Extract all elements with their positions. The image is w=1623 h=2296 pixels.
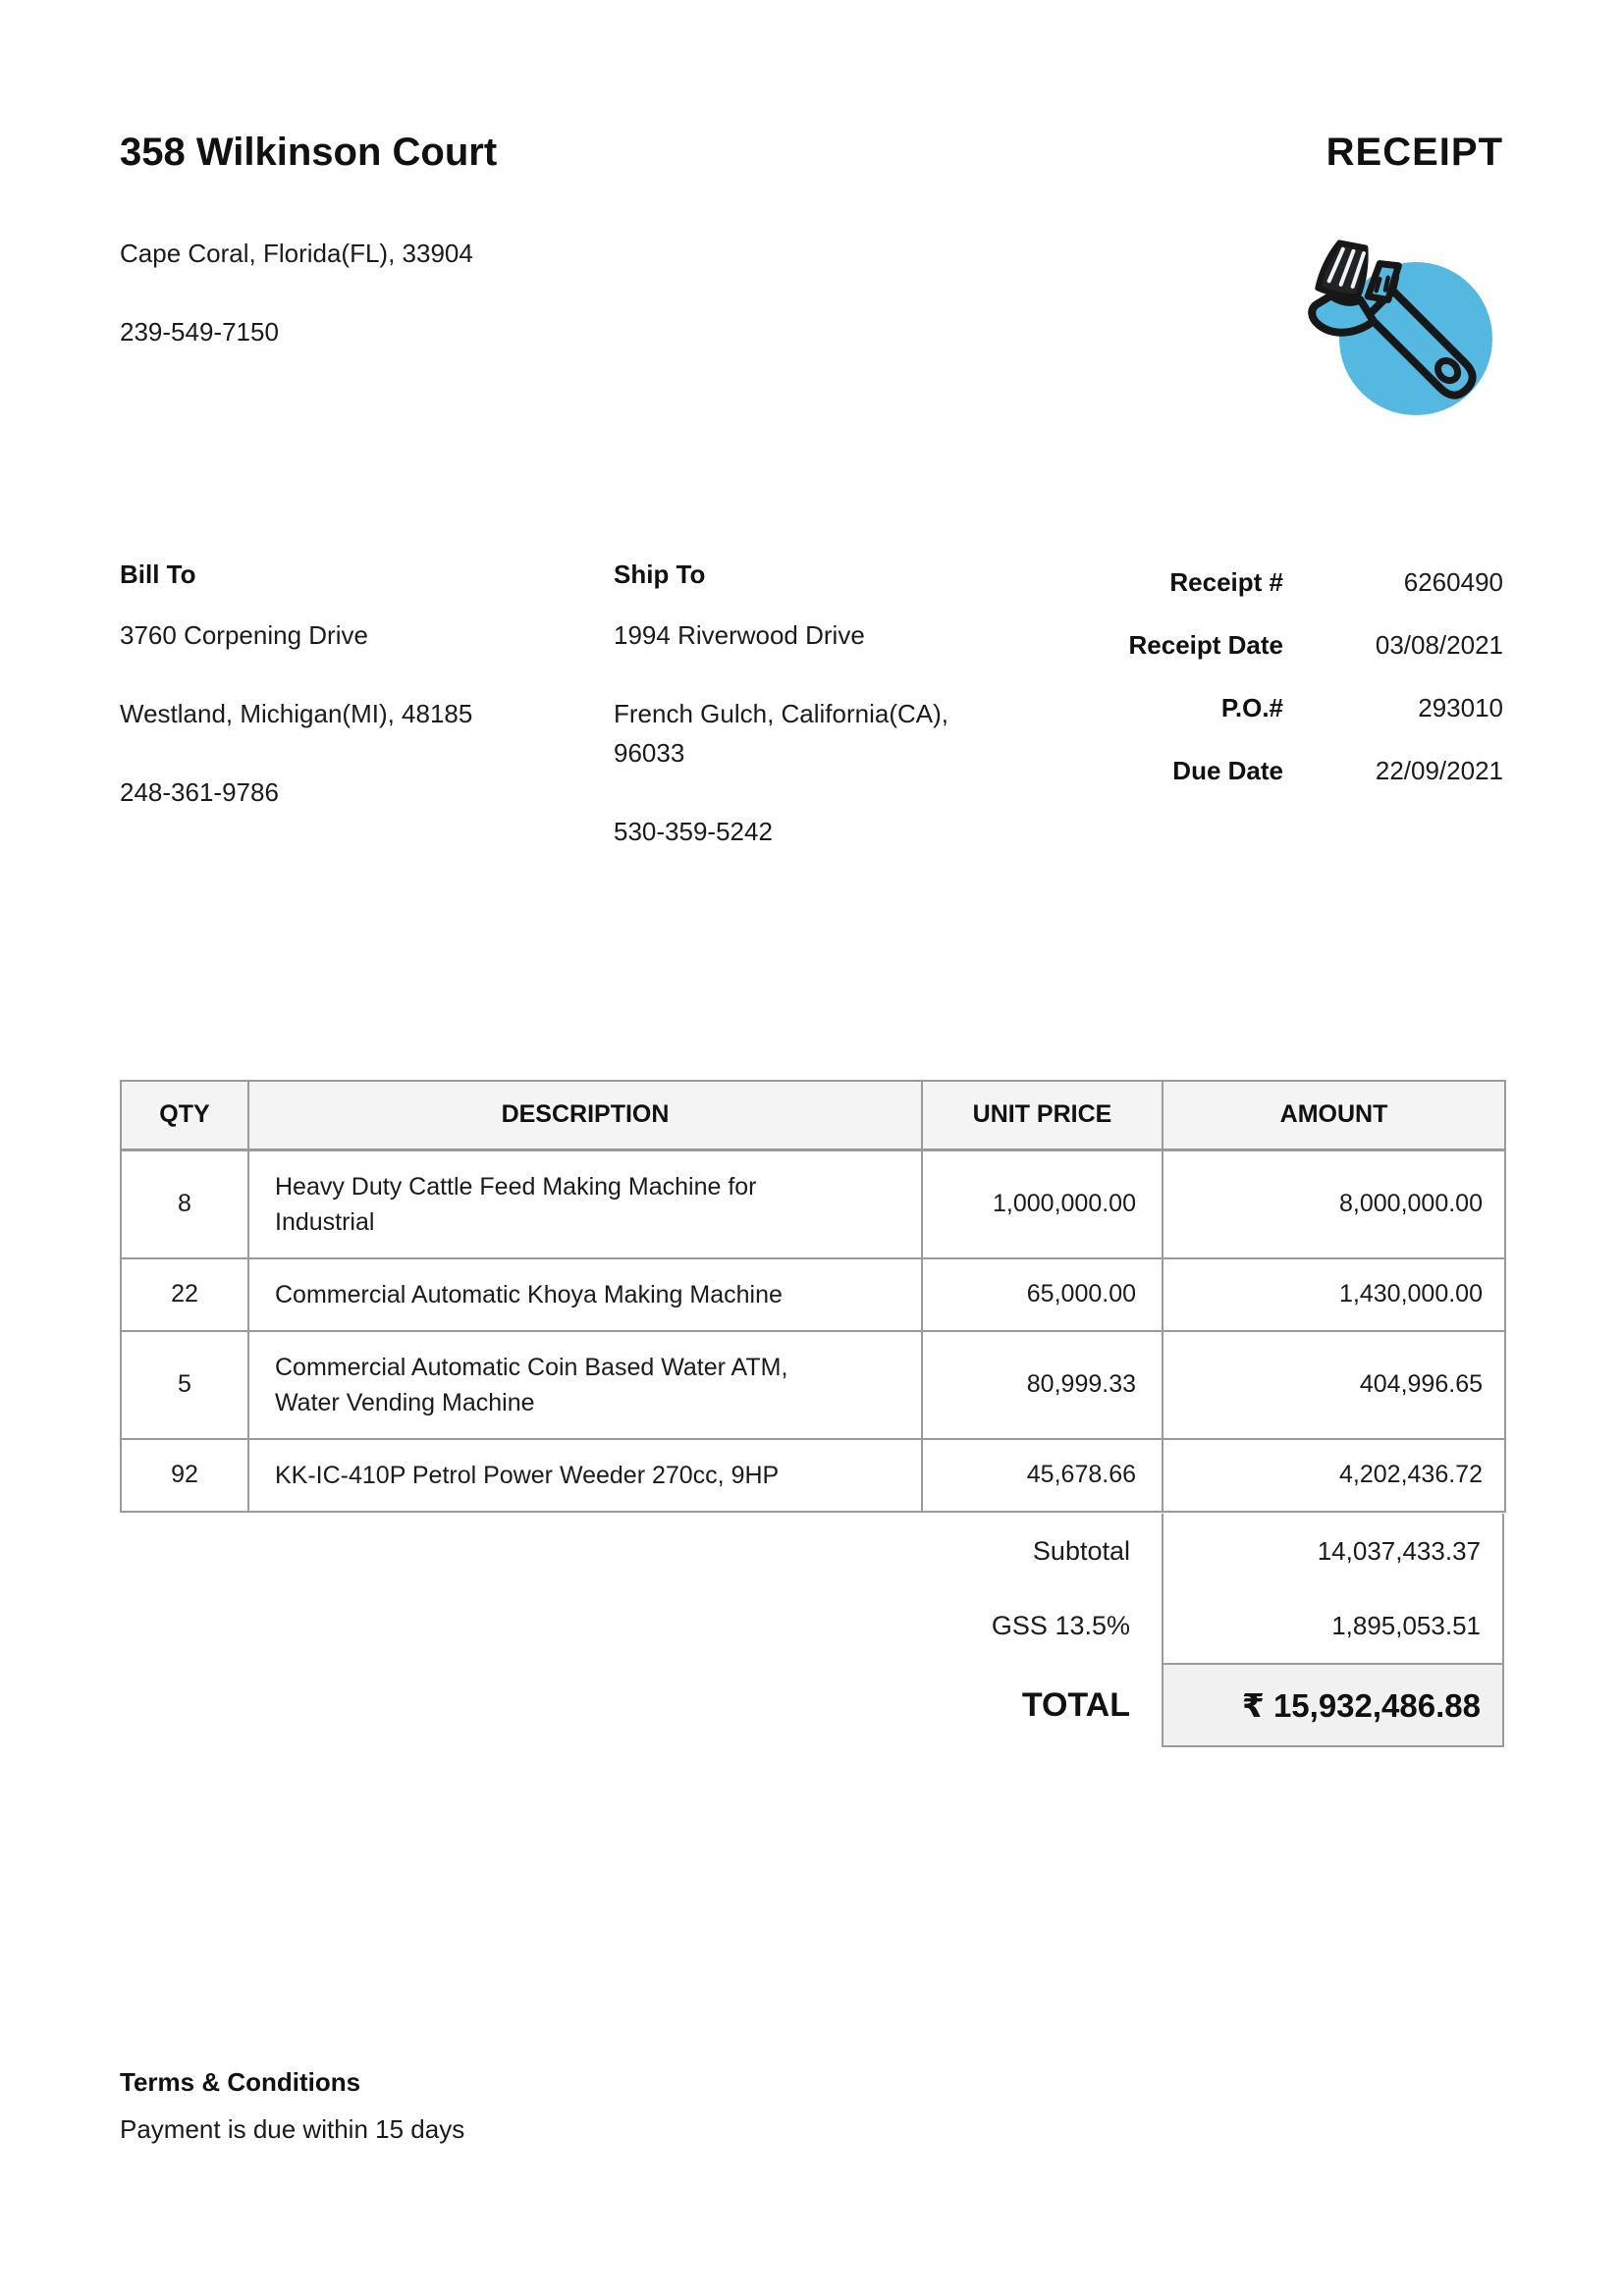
item-description: Commercial Automatic Khoya Making Machine (248, 1258, 922, 1331)
wrench-icon (1288, 229, 1514, 437)
terms-text: Payment is due within 15 days (120, 2114, 465, 2144)
table-row (121, 1258, 1505, 1331)
subtotal-label: Subtotal (1032, 1535, 1130, 1566)
po-number-label: P.O.# (1220, 693, 1283, 722)
grand-total-row (120, 1663, 1504, 1747)
item-unit-price: 45,678.66 (922, 1439, 1163, 1512)
item-qty: 5 (121, 1331, 248, 1439)
tax-row (120, 1588, 1504, 1663)
item-unit-price: 65,000.00 (922, 1258, 1163, 1331)
terms-heading: Terms & Conditions (120, 2067, 361, 2097)
item-unit-price: 80,999.33 (922, 1331, 1163, 1439)
meta-row-receipt-date (1042, 630, 1503, 661)
items-table (120, 1080, 1506, 1513)
items-header-row (121, 1081, 1505, 1149)
receipt-meta (1042, 567, 1503, 819)
qty-header: QTY (121, 1081, 248, 1149)
receipt-date-label: Receipt Date (1128, 630, 1283, 660)
receipt-date-value: 03/08/2021 (1375, 630, 1503, 660)
meta-row-receipt-number (1042, 567, 1503, 598)
item-amount: 404,996.65 (1163, 1331, 1505, 1439)
subtotal-value: 14,037,433.37 (1162, 1514, 1504, 1588)
description-header: DESCRIPTION (248, 1081, 922, 1149)
item-qty: 92 (121, 1439, 248, 1512)
table-row (121, 1331, 1505, 1439)
receipt-number-label: Receipt # (1169, 567, 1283, 597)
item-description: Commercial Automatic Coin Based Water ATM, Water Vending Machine (248, 1331, 922, 1439)
tax-label: GSS 13.5% (991, 1610, 1130, 1640)
meta-row-due-date (1042, 756, 1503, 786)
table-row (121, 1149, 1505, 1258)
item-qty: 8 (121, 1149, 248, 1258)
bill-to-heading: Bill To (120, 560, 196, 589)
ship-to-phone: 530-359-5242 (614, 817, 773, 846)
item-unit-price: 1,000,000.00 (922, 1149, 1163, 1258)
grand-total-value: ₹ 15,932,486.88 (1162, 1663, 1504, 1747)
item-amount: 1,430,000.00 (1163, 1258, 1505, 1331)
document-title: RECEIPT (1325, 131, 1503, 174)
grand-total-label: TOTAL (1021, 1685, 1130, 1724)
table-row (121, 1439, 1505, 1512)
item-description: Heavy Duty Cattle Feed Making Machine for Industrial (248, 1149, 922, 1258)
bill-to-street: 3760 Corpening Drive (120, 620, 368, 650)
amount-header: AMOUNT (1163, 1081, 1505, 1149)
item-description: KK-IC-410P Petrol Power Weeder 270cc, 9HP (248, 1439, 922, 1512)
tax-value: 1,895,053.51 (1162, 1588, 1504, 1663)
bill-to-city: Westland, Michigan(MI), 48185 (120, 699, 473, 728)
receipt-number-value: 6260490 (1403, 567, 1503, 597)
po-number-value: 293010 (1418, 693, 1503, 722)
unit-price-header: UNIT PRICE (922, 1081, 1163, 1149)
item-amount: 8,000,000.00 (1163, 1149, 1505, 1258)
ship-to-section (614, 560, 1006, 890)
company-name: 358 Wilkinson Court (120, 131, 498, 174)
ship-to-city: French Gulch, California(CA), 96033 (614, 699, 948, 768)
due-date-value: 22/09/2021 (1375, 756, 1503, 785)
due-date-label: Due Date (1172, 756, 1283, 785)
company-address: Cape Coral, Florida(FL), 33904 (120, 239, 473, 268)
ship-to-street: 1994 Riverwood Drive (614, 620, 865, 650)
subtotal-row (120, 1514, 1504, 1588)
item-amount: 4,202,436.72 (1163, 1439, 1505, 1512)
company-phone: 239-549-7150 (120, 317, 279, 347)
meta-row-po-number (1042, 693, 1503, 723)
totals-section (120, 1514, 1504, 1747)
bill-to-section (120, 560, 562, 851)
ship-to-heading: Ship To (614, 560, 706, 589)
item-qty: 22 (121, 1258, 248, 1331)
bill-to-phone: 248-361-9786 (120, 777, 279, 807)
